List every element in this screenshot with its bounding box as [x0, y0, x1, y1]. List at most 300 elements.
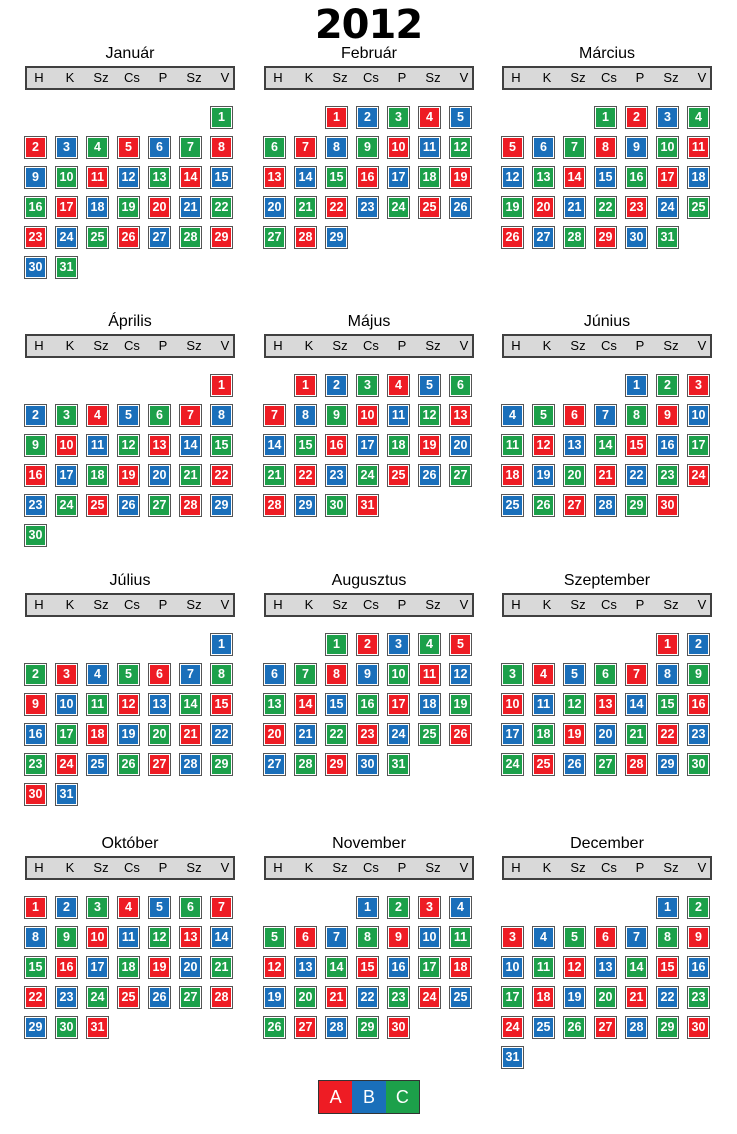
- weekday-label: Cs: [124, 338, 140, 353]
- day-cell: 17: [56, 465, 77, 486]
- weekday-label: K: [304, 860, 314, 875]
- day-cell: 31: [657, 227, 678, 248]
- day-cell: 24: [357, 465, 378, 486]
- weekday-label: K: [65, 597, 75, 612]
- weekday-label: V: [220, 338, 230, 353]
- day-cell: 2: [25, 405, 46, 426]
- day-cell: 21: [180, 197, 201, 218]
- weekday-label: Sz: [570, 338, 586, 353]
- day-cell: 28: [180, 227, 201, 248]
- day-cell: 25: [533, 1017, 554, 1038]
- day-cell: 28: [595, 495, 616, 516]
- month-block: [502, 313, 712, 573]
- day-cell: 20: [149, 724, 170, 745]
- day-cell: 15: [626, 435, 647, 456]
- month-name: Június: [583, 313, 631, 330]
- day-cell: 25: [688, 197, 709, 218]
- weekday-label: P: [397, 597, 407, 612]
- day-cell: 4: [87, 405, 108, 426]
- day-cell: 3: [688, 375, 709, 396]
- day-cell: 2: [326, 375, 347, 396]
- weekday-label: H: [34, 597, 44, 612]
- day-cell: 23: [25, 495, 46, 516]
- day-cell: 15: [357, 957, 378, 978]
- day-cell: 15: [25, 957, 46, 978]
- weekday-label: V: [459, 338, 469, 353]
- weekday-label: K: [304, 70, 314, 85]
- day-cell: 30: [688, 1017, 709, 1038]
- day-cell: 7: [564, 137, 585, 158]
- day-cell: 18: [419, 694, 440, 715]
- day-cell: 8: [626, 405, 647, 426]
- day-cell: 13: [595, 694, 616, 715]
- day-cell: 30: [56, 1017, 77, 1038]
- day-cell: 8: [657, 927, 678, 948]
- day-cell: 22: [357, 987, 378, 1008]
- day-cell: 25: [87, 495, 108, 516]
- day-cell: 28: [626, 1017, 647, 1038]
- day-cell: 3: [56, 405, 77, 426]
- day-cell: 24: [56, 495, 77, 516]
- day-cell: 13: [149, 435, 170, 456]
- day-cell: 23: [688, 724, 709, 745]
- weekday-label: Sz: [186, 338, 202, 353]
- day-cell: 10: [502, 957, 523, 978]
- day-cell: 10: [688, 405, 709, 426]
- day-cell: 31: [56, 257, 77, 278]
- day-cell: 18: [419, 167, 440, 188]
- day-cell: 19: [118, 197, 139, 218]
- weekday-header: [264, 66, 474, 90]
- day-cell: 4: [419, 107, 440, 128]
- day-cell: 29: [657, 1017, 678, 1038]
- day-cell: 21: [564, 197, 585, 218]
- weekday-label: Sz: [93, 338, 109, 353]
- day-cell: 24: [688, 465, 709, 486]
- day-cell: 21: [626, 724, 647, 745]
- day-cell: 27: [149, 754, 170, 775]
- day-cell: 10: [56, 167, 77, 188]
- day-cell: 4: [87, 137, 108, 158]
- weekday-label: H: [273, 597, 283, 612]
- day-cell: 30: [657, 495, 678, 516]
- day-cell: 31: [56, 784, 77, 805]
- day-cell: 6: [149, 137, 170, 158]
- day-cell: 14: [180, 694, 201, 715]
- day-cell: 30: [25, 257, 46, 278]
- weekday-label: Sz: [425, 338, 441, 353]
- day-cell: 8: [211, 405, 232, 426]
- day-cell: 17: [357, 435, 378, 456]
- weekday-header: [502, 593, 712, 617]
- day-cell: 25: [450, 987, 471, 1008]
- weekday-header: [502, 856, 712, 880]
- day-cell: 23: [25, 227, 46, 248]
- weekday-label: H: [273, 338, 283, 353]
- day-cell: 30: [388, 1017, 409, 1038]
- month-block: [25, 572, 235, 832]
- day-cell: 16: [357, 694, 378, 715]
- day-cell: 2: [25, 664, 46, 685]
- weekday-label: H: [273, 860, 283, 875]
- weekday-label: Sz: [663, 70, 679, 85]
- day-cell: 1: [657, 634, 678, 655]
- day-cell: 21: [595, 465, 616, 486]
- day-cell: 15: [211, 694, 232, 715]
- day-cell: 17: [688, 435, 709, 456]
- day-cell: 18: [388, 435, 409, 456]
- day-cell: 23: [326, 465, 347, 486]
- day-cell: 20: [264, 197, 285, 218]
- weekday-label: P: [397, 338, 407, 353]
- month-name: Március: [578, 45, 635, 62]
- day-cell: 20: [564, 465, 585, 486]
- day-cell: 15: [657, 694, 678, 715]
- weekday-label: H: [34, 338, 44, 353]
- day-cell: 15: [595, 167, 616, 188]
- day-cell: 4: [118, 897, 139, 918]
- day-cell: 19: [149, 957, 170, 978]
- weekday-label: K: [65, 860, 75, 875]
- day-cell: 12: [264, 957, 285, 978]
- day-cell: 20: [595, 724, 616, 745]
- weekday-label: P: [635, 597, 645, 612]
- day-cell: 16: [388, 957, 409, 978]
- day-cell: 4: [533, 927, 554, 948]
- day-cell: 18: [87, 197, 108, 218]
- day-cell: 20: [295, 987, 316, 1008]
- day-cell: 22: [295, 465, 316, 486]
- day-cell: 19: [450, 694, 471, 715]
- day-cell: 9: [25, 435, 46, 456]
- day-cell: 19: [533, 465, 554, 486]
- weekday-label: Sz: [425, 70, 441, 85]
- weekday-label: V: [220, 70, 230, 85]
- day-cell: 7: [326, 927, 347, 948]
- day-cell: 6: [149, 664, 170, 685]
- day-cell: 3: [388, 634, 409, 655]
- day-cell: 21: [180, 724, 201, 745]
- day-cell: 18: [533, 987, 554, 1008]
- day-cell: 8: [295, 405, 316, 426]
- day-cell: 5: [149, 897, 170, 918]
- weekday-label: P: [635, 338, 645, 353]
- day-cell: 2: [626, 107, 647, 128]
- weekday-label: P: [158, 597, 168, 612]
- day-cell: 26: [450, 197, 471, 218]
- day-cell: 9: [688, 927, 709, 948]
- day-cell: 4: [87, 664, 108, 685]
- weekday-label: H: [511, 338, 521, 353]
- day-cell: 9: [388, 927, 409, 948]
- day-cell: 23: [626, 197, 647, 218]
- day-cell: 7: [211, 897, 232, 918]
- day-cell: 7: [626, 927, 647, 948]
- day-cell: 19: [450, 167, 471, 188]
- day-cell: 3: [56, 137, 77, 158]
- day-cell: 3: [657, 107, 678, 128]
- day-cell: 3: [502, 927, 523, 948]
- month-block: [264, 45, 474, 305]
- day-cell: 29: [657, 754, 678, 775]
- day-cell: 7: [626, 664, 647, 685]
- day-cell: 7: [295, 664, 316, 685]
- day-cell: 1: [211, 634, 232, 655]
- day-cell: 6: [180, 897, 201, 918]
- day-cell: 2: [357, 107, 378, 128]
- legend-c: C: [386, 1081, 419, 1113]
- month-name: December: [570, 835, 644, 852]
- day-cell: 6: [595, 927, 616, 948]
- day-cell: 3: [502, 664, 523, 685]
- day-cell: 1: [326, 634, 347, 655]
- day-cell: 26: [118, 754, 139, 775]
- day-cell: 20: [149, 465, 170, 486]
- month-name: Február: [340, 45, 398, 62]
- day-cell: 22: [211, 197, 232, 218]
- weekday-label: K: [304, 597, 314, 612]
- weekday-label: K: [542, 860, 552, 875]
- day-cell: 27: [295, 1017, 316, 1038]
- weekday-label: Cs: [124, 860, 140, 875]
- day-cell: 19: [264, 987, 285, 1008]
- weekday-label: K: [65, 70, 75, 85]
- day-cell: 11: [118, 927, 139, 948]
- weekday-label: Sz: [570, 70, 586, 85]
- day-cell: 27: [564, 495, 585, 516]
- day-cell: 26: [533, 495, 554, 516]
- day-cell: 2: [688, 897, 709, 918]
- day-cell: 26: [118, 227, 139, 248]
- day-cell: 1: [626, 375, 647, 396]
- day-cell: 7: [595, 405, 616, 426]
- day-cell: 12: [450, 137, 471, 158]
- day-cell: 5: [564, 664, 585, 685]
- day-cell: 10: [56, 694, 77, 715]
- weekday-label: Sz: [570, 597, 586, 612]
- day-cell: 22: [25, 987, 46, 1008]
- weekday-label: Cs: [363, 860, 379, 875]
- day-cell: 8: [657, 664, 678, 685]
- day-cell: 13: [264, 167, 285, 188]
- day-cell: 18: [450, 957, 471, 978]
- day-cell: 18: [87, 465, 108, 486]
- weekday-header: [264, 334, 474, 358]
- weekday-label: H: [511, 70, 521, 85]
- month-name: Szeptember: [563, 572, 651, 589]
- weekday-label: Cs: [601, 860, 617, 875]
- day-cell: 11: [502, 435, 523, 456]
- day-cell: 16: [56, 957, 77, 978]
- day-cell: 15: [295, 435, 316, 456]
- day-cell: 13: [450, 405, 471, 426]
- weekday-label: Cs: [363, 597, 379, 612]
- day-cell: 8: [326, 664, 347, 685]
- day-cell: 5: [419, 375, 440, 396]
- day-cell: 30: [25, 525, 46, 546]
- day-cell: 22: [626, 465, 647, 486]
- weekday-label: Cs: [601, 70, 617, 85]
- day-cell: 9: [25, 694, 46, 715]
- day-cell: 30: [357, 754, 378, 775]
- weekday-label: Sz: [663, 338, 679, 353]
- day-cell: 5: [502, 137, 523, 158]
- day-cell: 22: [595, 197, 616, 218]
- day-cell: 10: [357, 405, 378, 426]
- day-cell: 24: [502, 1017, 523, 1038]
- day-cell: 23: [657, 465, 678, 486]
- month-block: [264, 313, 474, 573]
- day-cell: 31: [357, 495, 378, 516]
- day-cell: 26: [118, 495, 139, 516]
- day-cell: 29: [326, 227, 347, 248]
- day-cell: 3: [388, 107, 409, 128]
- weekday-label: H: [511, 597, 521, 612]
- day-cell: 29: [25, 1017, 46, 1038]
- day-cell: 16: [626, 167, 647, 188]
- day-cell: 27: [533, 227, 554, 248]
- day-cell: 25: [118, 987, 139, 1008]
- day-cell: 6: [264, 664, 285, 685]
- weekday-label: P: [635, 860, 645, 875]
- day-cell: 11: [87, 167, 108, 188]
- day-cell: 21: [295, 724, 316, 745]
- day-cell: 6: [595, 664, 616, 685]
- day-cell: 15: [211, 435, 232, 456]
- day-cell: 3: [357, 375, 378, 396]
- day-cell: 22: [326, 724, 347, 745]
- day-cell: 7: [264, 405, 285, 426]
- day-cell: 27: [450, 465, 471, 486]
- day-cell: 29: [211, 754, 232, 775]
- day-cell: 24: [657, 197, 678, 218]
- day-cell: 17: [388, 694, 409, 715]
- day-cell: 13: [180, 927, 201, 948]
- day-cell: 5: [533, 405, 554, 426]
- day-cell: 25: [419, 197, 440, 218]
- day-cell: 19: [419, 435, 440, 456]
- day-cell: 17: [56, 197, 77, 218]
- day-cell: 16: [357, 167, 378, 188]
- day-cell: 4: [533, 664, 554, 685]
- day-cell: 2: [657, 375, 678, 396]
- day-cell: 6: [450, 375, 471, 396]
- day-cell: 17: [87, 957, 108, 978]
- day-cell: 26: [502, 227, 523, 248]
- weekday-header: [502, 66, 712, 90]
- day-cell: 18: [502, 465, 523, 486]
- weekday-label: V: [697, 860, 707, 875]
- day-cell: 11: [388, 405, 409, 426]
- day-cell: 1: [657, 897, 678, 918]
- day-cell: 12: [419, 405, 440, 426]
- day-cell: 23: [688, 987, 709, 1008]
- day-cell: 9: [357, 137, 378, 158]
- weekday-label: Sz: [186, 860, 202, 875]
- legend-b: B: [352, 1081, 385, 1113]
- day-cell: 9: [357, 664, 378, 685]
- day-cell: 16: [25, 724, 46, 745]
- day-cell: 30: [25, 784, 46, 805]
- day-cell: 4: [419, 634, 440, 655]
- weekday-label: V: [697, 597, 707, 612]
- day-cell: 3: [87, 897, 108, 918]
- day-cell: 24: [388, 197, 409, 218]
- weekday-label: Sz: [425, 860, 441, 875]
- weekday-label: Sz: [425, 597, 441, 612]
- day-cell: 20: [450, 435, 471, 456]
- day-cell: 16: [688, 694, 709, 715]
- weekday-label: Sz: [332, 70, 348, 85]
- day-cell: 5: [264, 927, 285, 948]
- day-cell: 2: [388, 897, 409, 918]
- day-cell: 28: [295, 754, 316, 775]
- day-cell: 2: [357, 634, 378, 655]
- day-cell: 26: [419, 465, 440, 486]
- weekday-label: Sz: [332, 860, 348, 875]
- day-cell: 12: [502, 167, 523, 188]
- weekday-label: Sz: [186, 70, 202, 85]
- day-cell: 17: [502, 724, 523, 745]
- day-cell: 14: [626, 957, 647, 978]
- day-cell: 21: [180, 465, 201, 486]
- day-cell: 28: [295, 227, 316, 248]
- day-cell: 26: [564, 754, 585, 775]
- month-name: Május: [347, 313, 391, 330]
- day-cell: 26: [564, 1017, 585, 1038]
- day-cell: 10: [502, 694, 523, 715]
- day-cell: 5: [450, 634, 471, 655]
- day-cell: 11: [450, 927, 471, 948]
- legend-a: A: [319, 1081, 352, 1113]
- day-cell: 24: [56, 227, 77, 248]
- weekday-header: [25, 593, 235, 617]
- day-cell: 28: [211, 987, 232, 1008]
- month-name: Augusztus: [331, 572, 407, 589]
- weekday-label: Cs: [124, 70, 140, 85]
- day-cell: 28: [564, 227, 585, 248]
- day-cell: 17: [56, 724, 77, 745]
- day-cell: 20: [533, 197, 554, 218]
- weekday-label: Sz: [570, 860, 586, 875]
- day-cell: 10: [388, 137, 409, 158]
- day-cell: 12: [564, 694, 585, 715]
- weekday-label: V: [220, 597, 230, 612]
- day-cell: 20: [264, 724, 285, 745]
- weekday-label: V: [697, 338, 707, 353]
- day-cell: 15: [326, 167, 347, 188]
- day-cell: 18: [533, 724, 554, 745]
- day-cell: 31: [502, 1047, 523, 1068]
- day-cell: 11: [688, 137, 709, 158]
- day-cell: 4: [688, 107, 709, 128]
- weekday-header: [502, 334, 712, 358]
- day-cell: 9: [626, 137, 647, 158]
- day-cell: 27: [595, 1017, 616, 1038]
- weekday-label: Cs: [601, 597, 617, 612]
- day-cell: 24: [87, 987, 108, 1008]
- weekday-label: P: [158, 860, 168, 875]
- day-cell: 14: [180, 435, 201, 456]
- weekday-label: Sz: [332, 338, 348, 353]
- day-cell: 12: [118, 694, 139, 715]
- day-cell: 15: [326, 694, 347, 715]
- month-block: [264, 835, 474, 1095]
- day-cell: 10: [657, 137, 678, 158]
- day-cell: 29: [357, 1017, 378, 1038]
- day-cell: 1: [211, 107, 232, 128]
- weekday-label: Sz: [93, 860, 109, 875]
